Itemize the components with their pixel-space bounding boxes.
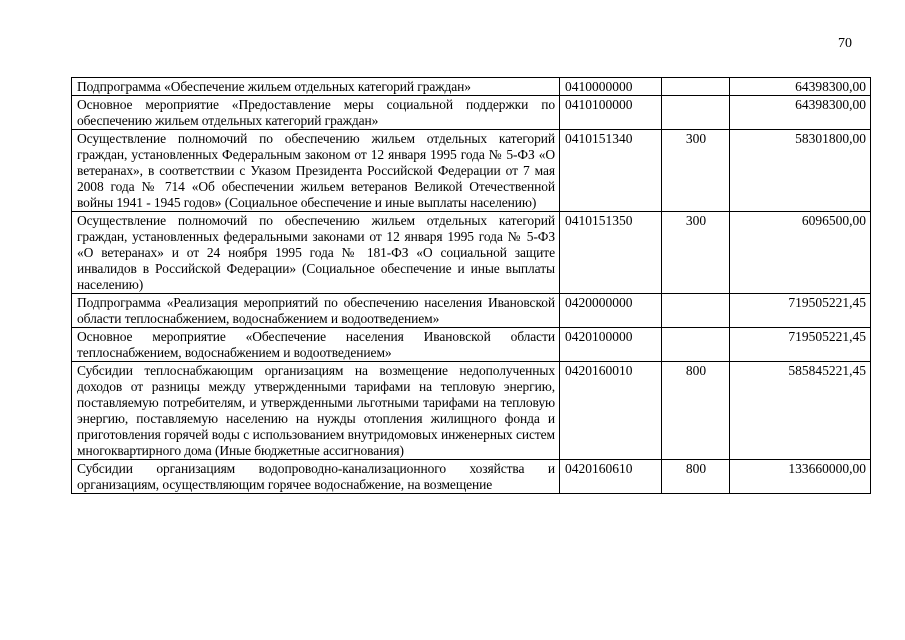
budget-table [71,77,871,494]
row-expense-type [662,328,730,362]
row-target-code: 0410151340 [560,130,662,212]
row-amount: 6096500,00 [730,212,871,294]
row-name: Подпрограмма «Обеспечение жильем отдельных категорий граждан» [72,78,560,96]
row-expense-type: 300 [662,130,730,212]
row-name-text: Субсидии организациям водопроводно-канализационного хозяйства и организациям, осуществляющим горячее водоснабжение, на возмещение [77,461,555,492]
row-target-code: 0420160610 [560,460,662,494]
row-expense-type: 800 [662,362,730,460]
table-row [72,294,871,328]
row-target-code: 0410000000 [560,78,662,96]
row-amount: 719505221,45 [730,328,871,362]
row-name: Основное мероприятие «Обеспечение населения Ивановской области теплоснабжением, водоснабжением и водоотведением» [72,328,560,362]
page-number: 70 [838,36,852,51]
row-amount: 58301800,00 [730,130,871,212]
row-name [72,460,560,494]
row-target-code: 0420160010 [560,362,662,460]
table-row [72,362,871,460]
row-name: Подпрограмма «Реализация мероприятий по обеспечению населения Ивановской области теплоснабжением, водоснабжением и водоотведением» [72,294,560,328]
row-expense-type: 800 [662,460,730,494]
table-row [72,96,871,130]
row-amount: 133660000,00 [730,460,871,494]
row-amount: 64398300,00 [730,78,871,96]
row-amount: 719505221,45 [730,294,871,328]
table-row [72,78,871,96]
row-expense-type [662,96,730,130]
row-target-code: 0420100000 [560,328,662,362]
row-expense-type [662,78,730,96]
row-expense-type [662,294,730,328]
row-target-code: 0420000000 [560,294,662,328]
row-name: Субсидии теплоснабжающим организациям на возмещение недополученных доходов от разницы между утвержденными тарифами на тепловую энергию, поставляемую потребителям, и утвержденными льготными тарифами на тепловую энергию, поставляемую населению на нужды отопления жилищного фонда и приготовления горячей воды с использованием внутридомовых инженерных систем многоквартирного дома (Иные бюджетные ассигнования) [72,362,560,460]
row-amount: 585845221,45 [730,362,871,460]
row-name: Осуществление полномочий по обеспечению жильем отдельных категорий граждан, установленных Федеральным законом от 12 января 1995 года № 5-ФЗ «О ветеранах», в соответствии с Указом Президента Российской Федерации от 7 мая 2008 года № 714 «Об обеспечении жильем ветеранов Великой Отечественной войны 1941 - 1945 годов» (Социальное обеспечение и иные выплаты населению) [72,130,560,212]
table-row [72,328,871,362]
row-expense-type: 300 [662,212,730,294]
table-row [72,212,871,294]
row-amount: 64398300,00 [730,96,871,130]
table-row [72,460,871,494]
row-name: Осуществление полномочий по обеспечению жильем отдельных категорий граждан, установленных федеральными законами от 12 января 1995 года № 5-ФЗ «О ветеранах» и от 24 ноября 1995 года № 181-ФЗ «О социальной защите инвалидов в Российской Федерации» (Социальное обеспечение и иные выплаты населению) [72,212,560,294]
row-target-code: 0410151350 [560,212,662,294]
table-row [72,130,871,212]
row-name: Основное мероприятие «Предоставление меры социальной поддержки по обеспечению жильем отдельных категорий граждан» [72,96,560,130]
row-target-code: 0410100000 [560,96,662,130]
